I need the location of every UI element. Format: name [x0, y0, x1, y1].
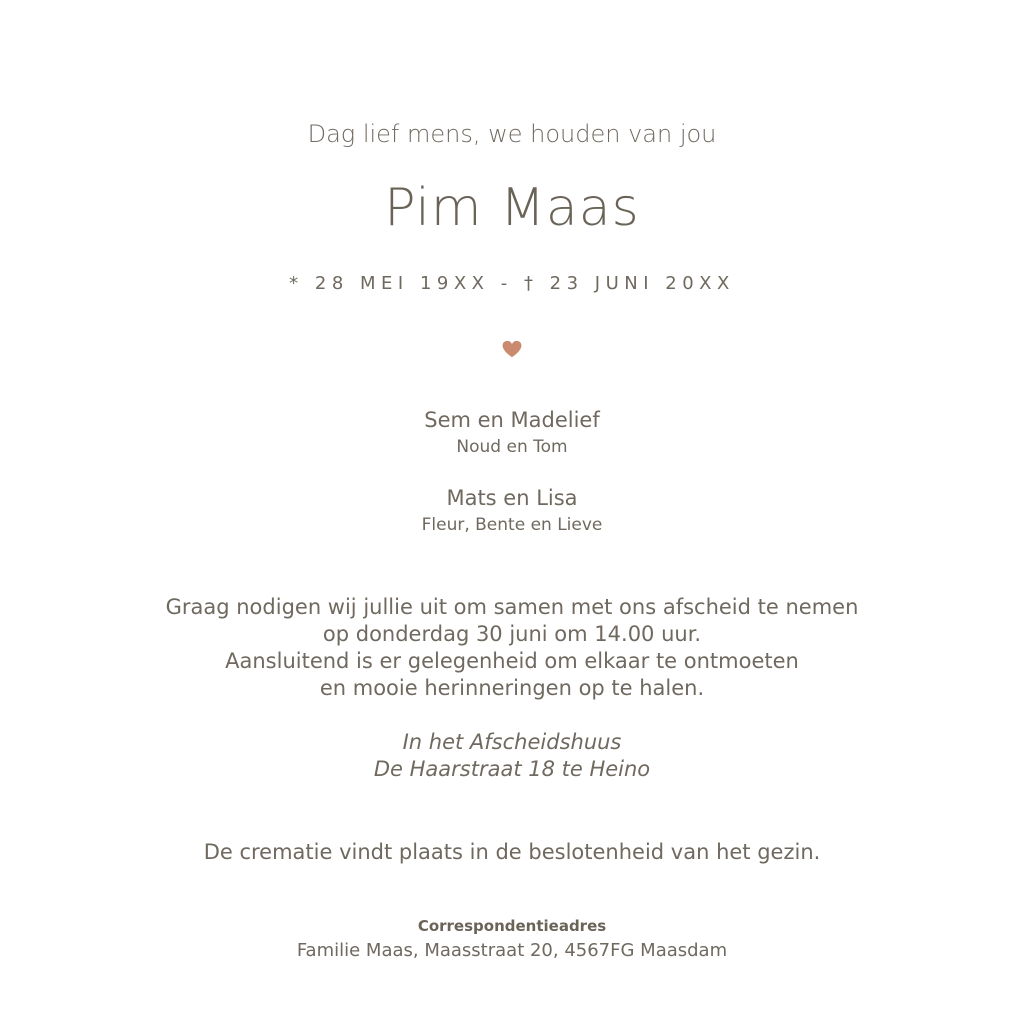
cremation-note: De crematie vindt plaats in de beslotenheid van het gezin.: [203, 840, 821, 864]
invitation-line-3: Aansluitend is er gelegenheid om elkaar te ontmoeten: [225, 649, 799, 673]
invitation-line-4: en mooie herinneringen op te halen.: [319, 676, 705, 700]
invitation-line-2: op donderdag 30 juni om 14.00 uur.: [322, 622, 702, 646]
family-couple-2: Mats en Lisa: [446, 486, 578, 510]
heart-divider: [0, 340, 1024, 360]
correspondence-address: Familie Maas, Maasstraat 20, 4567FG Maasdam: [296, 940, 728, 961]
deceased-name: Pim Maas: [384, 178, 640, 238]
tagline: Dag lief mens, we houden van jou: [307, 120, 717, 148]
life-dates: * 28 MEI 19XX - † 23 JUNI 20XX: [289, 273, 735, 294]
family-couple-1: Sem en Madelief: [424, 408, 600, 432]
location-line-2: De Haarstraat 18 te Heino: [373, 757, 651, 781]
family-children-2: Fleur, Bente en Lieve: [421, 515, 603, 535]
correspondence-label: Correspondentieadres: [417, 917, 607, 935]
family-children-1: Noud en Tom: [456, 437, 568, 457]
heart-icon: [501, 340, 523, 358]
location-line-1: In het Afscheidshuus: [402, 730, 622, 754]
invitation-line-1: Graag nodigen wij jullie uit om samen met ons afscheid te nemen: [165, 595, 859, 619]
